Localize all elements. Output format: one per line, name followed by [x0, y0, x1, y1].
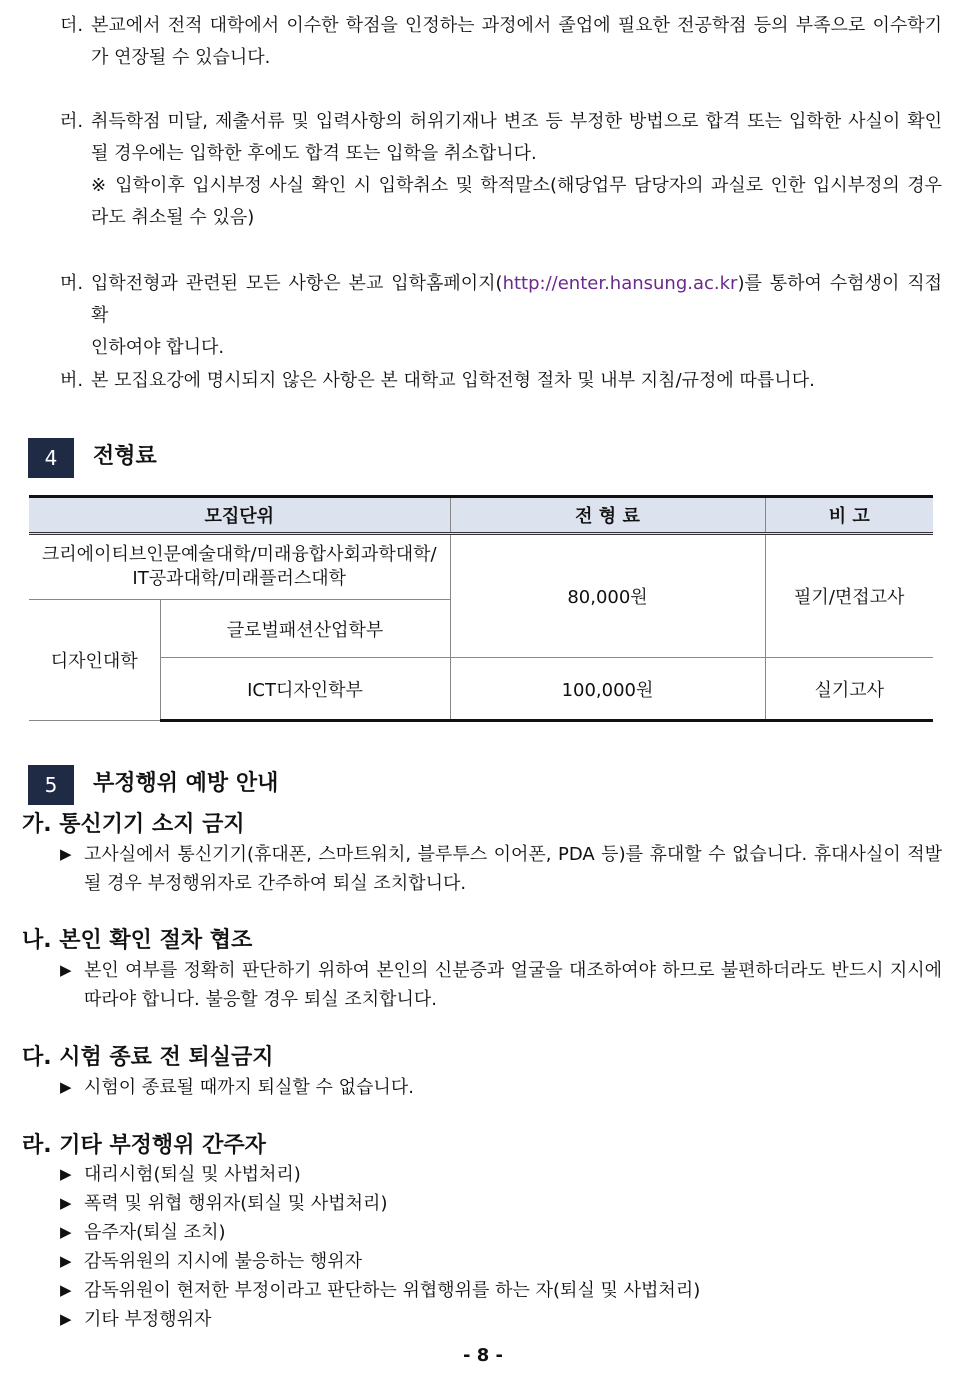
table-cell: 글로벌패션산업학부	[160, 600, 450, 658]
notice-beo	[60, 365, 942, 397]
page-number: - 8 -	[463, 1345, 503, 1366]
table-cell: 필기/면접고사	[765, 534, 933, 658]
bullet-list	[60, 1160, 700, 1334]
table-cell: ICT디자인학부	[160, 658, 450, 721]
table-header: 모집단위	[29, 497, 450, 534]
table-cell: 실기고사	[765, 658, 933, 721]
table-header: 전 형 료	[450, 497, 765, 534]
notice-label: 러.	[60, 111, 84, 132]
notice-reo	[60, 106, 942, 234]
bullet-paragraph	[60, 840, 942, 898]
bullet-text: 폭력 및 위협 행위자(퇴실 및 사법처리)	[84, 1193, 388, 1214]
bullet-text: 따라야 합니다. 불응할 경우 퇴실 조치합니다.	[84, 989, 438, 1010]
subsection-title: 라. 기타 부정행위 간주자	[22, 1133, 266, 1158]
subsection-title: 가. 통신기기 소지 금지	[22, 812, 245, 837]
list-item	[60, 1305, 700, 1334]
bullet-arrow-icon: ▶	[60, 1194, 72, 1212]
section-number-badge: 4	[28, 438, 74, 478]
notice-text	[91, 268, 942, 332]
notice-meo	[60, 268, 942, 364]
bullet-arrow-icon: ▶	[60, 961, 72, 979]
notice-note: ※ 입학이후 입시부정 사실 확인 시 입학취소 및 학적말소(해당업무 담당자의 과실로 인한 입시부정의 경우	[91, 175, 942, 196]
bullet-arrow-icon: ▶	[60, 1223, 72, 1241]
list-item	[60, 1189, 700, 1218]
list-item	[60, 1276, 700, 1305]
homepage-link[interactable]: http://enter.hansung.ac.kr	[502, 273, 738, 294]
notice-text: 인하여야 합니다.	[91, 337, 225, 358]
bullet-arrow-icon: ▶	[60, 1281, 72, 1299]
bullet-text: 감독위원의 지시에 불응하는 행위자	[84, 1251, 362, 1272]
bullet-text: 감독위원이 현저한 부정이라고 판단하는 위협행위를 하는 자(퇴실 및 사법처리)	[84, 1280, 701, 1301]
bullet-text: 음주자(퇴실 조치)	[84, 1222, 226, 1243]
bullet-paragraph	[60, 956, 942, 1014]
bullet-text: 고사실에서 통신기기(휴대폰, 스마트워치, 블루투스 이어폰, PDA 등)를 휴대할 수 없습니다. 휴대사실이 적발	[84, 844, 942, 865]
notice-text-part: 입학전형과 관련된 모든 사항은 본교 입학홈페이지(	[91, 273, 503, 294]
list-item	[60, 1160, 700, 1189]
list-item	[60, 1218, 700, 1247]
table-header: 비 고	[765, 497, 933, 534]
notice-text: 본교에서 전적 대학에서 이수한 학점을 인정하는 과정에서 졸업에 필요한 전공학점 등의 부족으로 이수학기	[91, 15, 942, 36]
notice-label: 머.	[60, 273, 84, 294]
section-title: 부정행위 예방 안내	[93, 771, 279, 796]
bullet-arrow-icon: ▶	[60, 1078, 72, 1096]
notice-text-part: )를 통하여 수험생이 직접 확	[91, 273, 942, 326]
notice-text: 가 연장될 수 있습니다.	[91, 47, 271, 68]
bullet-paragraph	[60, 1073, 414, 1102]
notice-deo	[60, 10, 942, 74]
table-row	[29, 534, 933, 600]
table-cell	[29, 534, 450, 600]
table-cell: 100,000원	[450, 658, 765, 721]
subsection-title: 나. 본인 확인 절차 협조	[22, 928, 253, 953]
bullet-text: 시험이 종료될 때까지 퇴실할 수 없습니다.	[84, 1077, 414, 1098]
unit-line: IT공과대학/미래플러스대학	[132, 568, 347, 589]
notice-text: 될 경우에는 입학한 후에도 합격 또는 입학을 취소합니다.	[91, 143, 537, 164]
notice-label: 버.	[60, 370, 84, 391]
subsection-title: 다. 시험 종료 전 퇴실금지	[22, 1045, 274, 1070]
notice-note: 라도 취소될 수 있음)	[91, 207, 255, 228]
list-item	[60, 1247, 700, 1276]
bullet-arrow-icon: ▶	[60, 1252, 72, 1270]
notice-text: 취득학점 미달, 제출서류 및 입력사항의 허위기재나 변조 등 부정한 방법으로 합격 또는 입학한 사실이 확인	[91, 111, 942, 132]
section-number-badge: 5	[28, 765, 74, 805]
bullet-text: 될 경우 부정행위자로 간주하여 퇴실 조치합니다.	[84, 873, 467, 894]
table-cell: 80,000원	[450, 534, 765, 658]
bullet-text: 기타 부정행위자	[84, 1309, 212, 1330]
fee-table	[29, 495, 933, 722]
table-row	[29, 658, 933, 721]
table-cell: 디자인대학	[29, 600, 160, 721]
bullet-text: 대리시험(퇴실 및 사법처리)	[84, 1164, 301, 1185]
notice-text: 본 모집요강에 명시되지 않은 사항은 본 대학교 입학전형 절차 및 내부 지침/규정에 따릅니다.	[91, 370, 815, 391]
table-header-row	[29, 497, 933, 534]
notice-label: 더.	[60, 15, 84, 36]
section-title: 전형료	[93, 444, 157, 469]
unit-line: 크리에이티브인문예술대학/미래융합사회과학대학/	[41, 544, 437, 565]
bullet-arrow-icon: ▶	[60, 1310, 72, 1328]
bullet-text: 본인 여부를 정확히 판단하기 위하여 본인의 신분증과 얼굴을 대조하여야 하므로 불편하더라도 반드시 지시에	[84, 960, 942, 981]
bullet-arrow-icon: ▶	[60, 1165, 72, 1183]
bullet-arrow-icon: ▶	[60, 845, 72, 863]
